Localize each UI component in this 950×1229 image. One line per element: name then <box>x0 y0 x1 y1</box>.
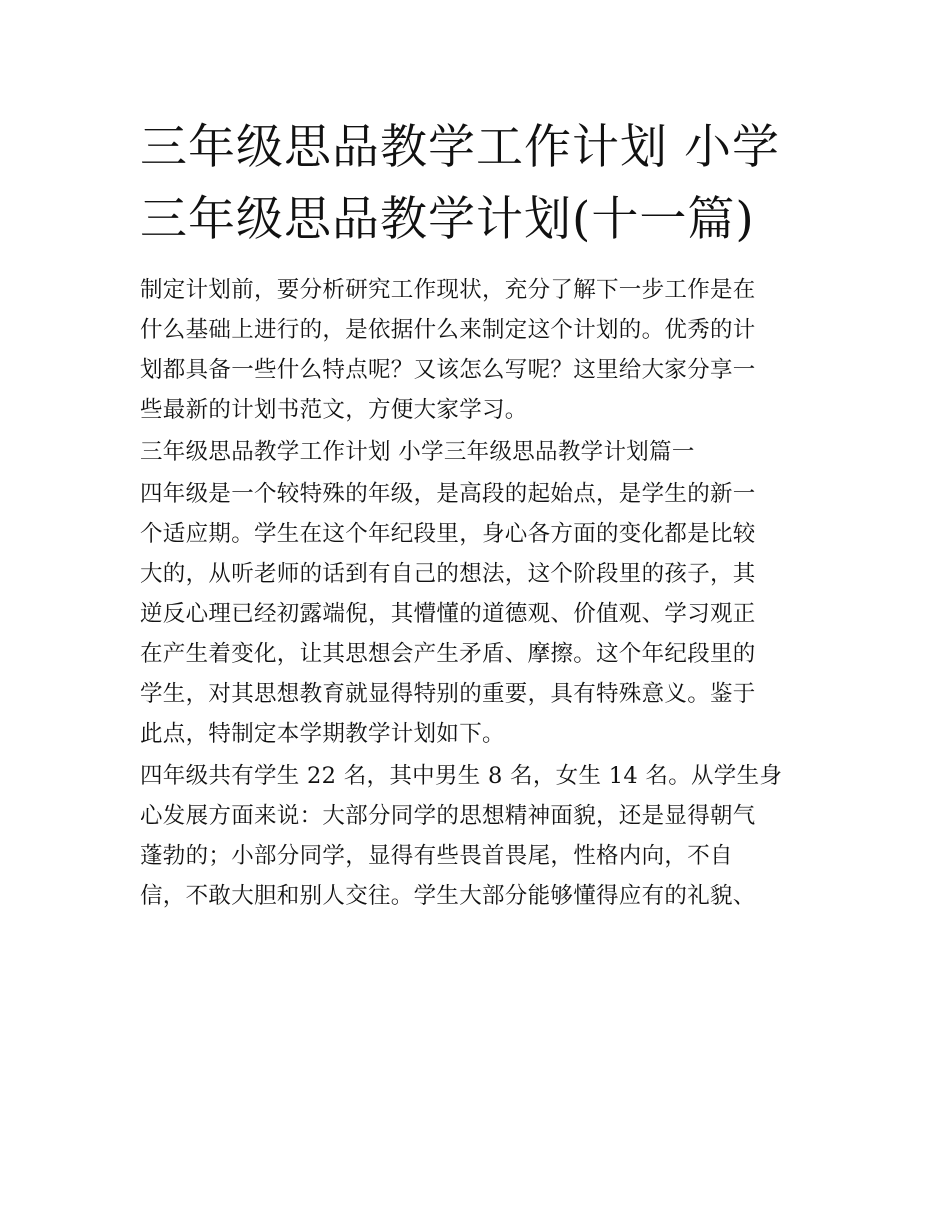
text-line: 三年级思品教学工作计划 小学三年级思品教学计划篇一 <box>140 439 695 465</box>
text-line: 蓬勃的；小部分同学，显得有些畏首畏尾，性格内向，不自 <box>140 843 733 869</box>
text-line: 四年级共有学生 22 名，其中男生 8 名，女生 14 名。从学生身 <box>140 763 783 789</box>
text-line: 些最新的计划书范文，方便大家学习。 <box>140 397 528 423</box>
text-line: 逆反心理已经初露端倪，其懵懂的道德观、价值观、学习观正 <box>140 601 756 627</box>
text-line: 在产生着变化，让其思想会产生矛盾、摩擦。这个年纪段里的 <box>140 641 756 667</box>
text-line: 信，不敢大胆和别人交往。学生大部分能够懂得应有的礼貌、 <box>140 883 756 909</box>
text-line: 划都具备一些什么特点呢？又该怎么写呢？这里给大家分享一 <box>140 357 756 383</box>
document-body <box>140 270 812 916</box>
text-line: 大的，从听老师的话到有自己的想法，这个阶段里的孩子，其 <box>140 561 756 587</box>
title-line: 三年级思品教学计划(十一篇) <box>140 192 755 247</box>
title-line: 三年级思品教学工作计划 小学 <box>140 120 780 175</box>
text-line: 四年级是一个较特殊的年级，是高段的起始点，是学生的新一 <box>140 481 756 507</box>
text-line: 心发展方面来说：大部分同学的思想精神面貌，还是显得朝气 <box>140 803 756 829</box>
intro-paragraph <box>140 270 812 430</box>
text-line: 什么基础上进行的，是依据什么来制定这个计划的。优秀的计 <box>140 317 756 343</box>
document-title <box>140 112 812 256</box>
text-line: 此点，特制定本学期教学计划如下。 <box>140 721 505 747</box>
text-line: 制定计划前，要分析研究工作现状，充分了解下一步工作是在 <box>140 277 756 303</box>
document-content <box>140 112 812 916</box>
text-line: 个适应期。学生在这个年纪段里，身心各方面的变化都是比较 <box>140 521 756 547</box>
section-heading <box>140 432 812 472</box>
body-paragraph <box>140 474 812 754</box>
text-line: 学生，对其思想教育就显得特别的重要，具有特殊意义。鉴于 <box>140 681 756 707</box>
body-paragraph <box>140 756 812 916</box>
